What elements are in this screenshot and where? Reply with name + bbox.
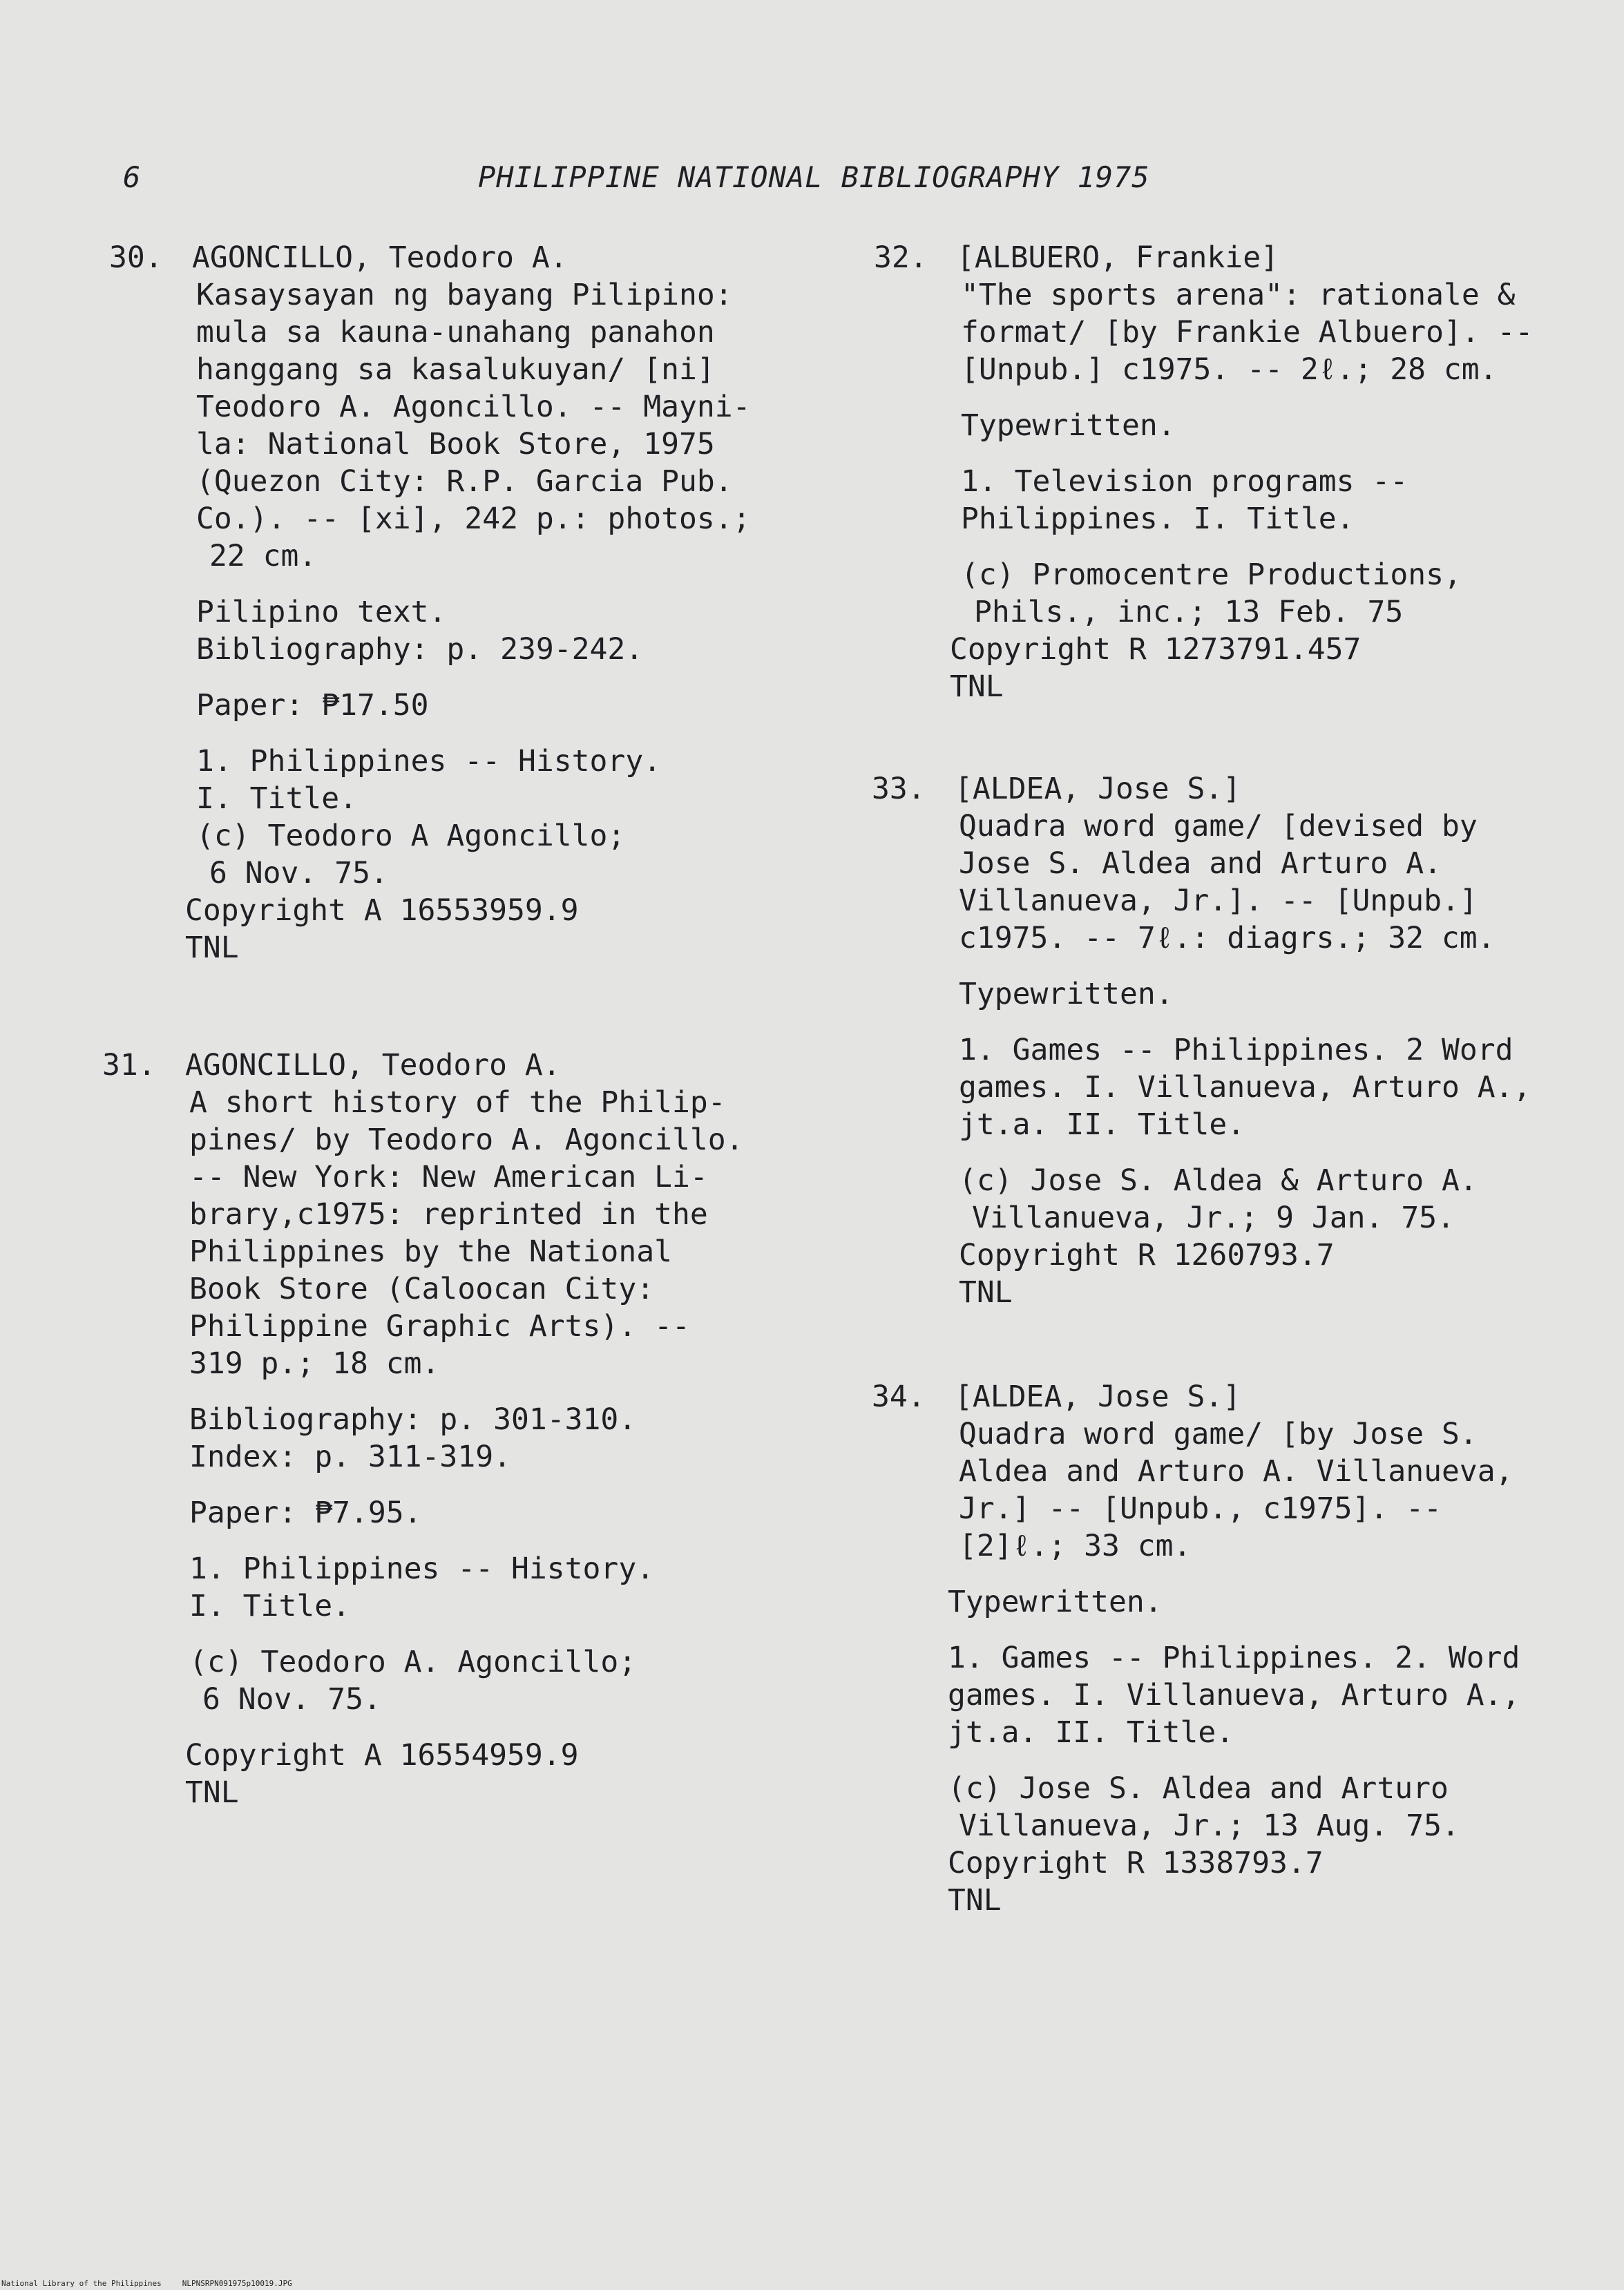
scan-footer <box>1 2279 292 2288</box>
copyright-holder: (c) Jose S. Aldea & Arturo A. <box>959 1163 1478 1198</box>
entry-subject: jt.a. II. Title. <box>948 1715 1234 1750</box>
entry-body-line: 319 p.; 18 cm. <box>189 1346 440 1381</box>
copyright-number: Copyright R 1338 <box>948 1846 1234 1880</box>
page-title: PHILIPPINE NATIONAL BIBLIOGRAPHY 1975 <box>478 160 1150 194</box>
entry-number: 33. <box>872 772 926 806</box>
entry-body-line: Jr.] -- [Unpub., c1975]. -- <box>959 1491 1442 1526</box>
entry-subject: 1. Games -- Philippines. 2 Word <box>959 1033 1513 1067</box>
entry-subject: I. Title. <box>189 1589 350 1623</box>
entry-body-line: mula sa kauna-unahang panahon <box>196 315 715 350</box>
library-code: TNL <box>185 1775 239 1810</box>
copyright-holder: (c) Teodoro A. Agoncillo; <box>189 1645 637 1679</box>
copyright-line <box>109 892 779 929</box>
copyright-number: Copyright A 16554 <box>185 1738 490 1773</box>
entry-body-line: brary,c1975: reprinted in the <box>189 1197 708 1232</box>
entry-subject: Philippines. I. Title. <box>961 502 1355 536</box>
copyright-date: Villanueva, Jr.; 9 Jan. 75. <box>972 1201 1455 1235</box>
entry-30 <box>109 239 779 966</box>
class-number: 793.7 <box>1245 1238 1335 1272</box>
copyright-line <box>102 1737 786 1774</box>
copyright-holder: (c) Promocentre Productions, <box>961 557 1462 592</box>
entry-note: Bibliography: p. 301-310. <box>189 1402 637 1437</box>
entry-number: 30. <box>109 240 163 275</box>
copyright-date: 6 Nov. 75. <box>202 1682 381 1717</box>
footer-source: National Library of the Philippines <box>1 2279 162 2288</box>
entry-note: Typewritten. <box>959 977 1174 1011</box>
copyright-line <box>872 1237 1590 1274</box>
entry-body-line: Aldea and Arturo A. Villanueva, <box>959 1454 1513 1489</box>
copyright-date: Phils., inc.; 13 Feb. 75 <box>974 595 1404 629</box>
entry-body-line: [2]ℓ.; 33 cm. <box>959 1529 1192 1563</box>
entry-34 <box>872 1378 1590 1919</box>
entry-subject: 1. Philippines -- History. <box>196 744 662 779</box>
entry-price: Paper: ₱7.95. <box>189 1496 422 1530</box>
library-code: TNL <box>185 931 239 965</box>
entry-body-line: la: National Book Store, 1975 <box>196 427 715 461</box>
entry-body-line: Jose S. Aldea and Arturo A. <box>959 846 1442 881</box>
library-code: TNL <box>950 669 1004 704</box>
entry-body-line: A short history of the Philip- <box>189 1085 726 1120</box>
entry-body-line: pines/ by Teodoro A. Agoncillo. <box>189 1123 744 1157</box>
class-number: 791.457 <box>1236 632 1362 667</box>
entry-body-line: Co.). -- [xi], 242 p.: photos.; <box>196 502 751 536</box>
entry-subject: 1. Television programs -- <box>961 464 1408 499</box>
class-number: 793.7 <box>1234 1846 1324 1880</box>
entry-subject: games. I. Villanueva, Arturo A., <box>948 1678 1520 1712</box>
entry-body-line: hanggang sa kasalukuyan/ [ni] <box>196 352 715 387</box>
entry-body-line: Villanueva, Jr.]. -- [Unpub.] <box>959 884 1478 918</box>
entry-32 <box>874 239 1565 705</box>
entry-body-line: Quadra word game/ [by Jose S. <box>959 1417 1478 1451</box>
copyright-line <box>874 631 1565 668</box>
entry-number: 31. <box>102 1048 156 1082</box>
copyright-line <box>872 1844 1590 1882</box>
copyright-date: Villanueva, Jr.; 13 Aug. 75. <box>959 1809 1460 1843</box>
entry-body-line: Teodoro A. Agoncillo. -- Mayni- <box>196 390 751 424</box>
entry-body-line: 22 cm. <box>209 539 317 573</box>
entry-body-line: -- New York: New American Li- <box>189 1160 708 1194</box>
entry-note: Typewritten. <box>948 1585 1163 1619</box>
entry-heading: 31. AGONCILLO, Teodoro A. <box>102 1048 561 1082</box>
entry-body-line: (Quezon City: R.P. Garcia Pub. <box>196 464 733 499</box>
library-code: TNL <box>948 1883 1002 1918</box>
entry-subject: games. I. Villanueva, Arturo A., <box>959 1070 1531 1105</box>
entry-number: 34. <box>872 1380 926 1414</box>
entry-31 <box>102 1047 786 1811</box>
class-number: 959.9 <box>489 893 579 928</box>
entry-body-line: c1975. -- 7ℓ.: diagrs.; 32 cm. <box>959 921 1496 955</box>
entry-subject: I. Title. <box>196 781 357 816</box>
entry-heading: 30. AGONCILLO, Teodoro A. <box>109 240 568 275</box>
page-number: 6 <box>123 160 141 194</box>
footer-file: NLPNSRPN091975p10019.JPG <box>182 2279 292 2288</box>
class-number: 959.9 <box>489 1738 579 1773</box>
library-code: TNL <box>959 1275 1013 1310</box>
entry-note: Typewritten. <box>961 408 1176 443</box>
entry-body-line: Philippines by the National <box>189 1234 672 1269</box>
copyright-number: Copyright R 1273 <box>950 632 1236 667</box>
entry-body-line: Book Store (Caloocan City: <box>189 1272 655 1306</box>
entry-price: Paper: ₱17.50 <box>196 688 429 723</box>
entry-body-line: Philippine Graphic Arts). -- <box>189 1309 690 1344</box>
copyright-holder: (c) Teodoro A Agoncillo; <box>196 819 626 853</box>
entry-note: Bibliography: p. 239-242. <box>196 632 644 667</box>
copyright-number: Copyright R 1260 <box>959 1238 1245 1272</box>
entry-note: Pilipino text. <box>196 595 447 629</box>
entry-note: Index: p. 311-319. <box>189 1440 511 1474</box>
entry-body-line: Quadra word game/ [devised by <box>959 809 1478 843</box>
copyright-number: Copyright A 16553 <box>185 893 490 928</box>
entry-heading: 32. [ALBUERO, Frankie] <box>874 240 1279 275</box>
copyright-date: 6 Nov. 75. <box>209 856 388 890</box>
entry-subject: 1. Games -- Philippines. 2. Word <box>948 1641 1520 1675</box>
entry-number: 32. <box>874 240 928 275</box>
entry-subject: jt.a. II. Title. <box>959 1107 1245 1142</box>
entry-heading: 34. [ALDEA, Jose S.] <box>872 1380 1241 1414</box>
copyright-holder: (c) Jose S. Aldea and Arturo <box>948 1771 1449 1806</box>
entry-33 <box>872 770 1590 1311</box>
entry-body-line: [Unpub.] c1975. -- 2ℓ.; 28 cm. <box>961 352 1498 387</box>
entry-subject: 1. Philippines -- History. <box>189 1552 655 1586</box>
entry-body-line: format/ [by Frankie Albuero]. -- <box>961 315 1534 350</box>
entry-body-line: "The sports arena": rationale & <box>961 278 1516 312</box>
entry-body-line: Kasaysayan ng bayang Pilipino: <box>196 278 733 312</box>
entry-heading: 33. [ALDEA, Jose S.] <box>872 772 1241 806</box>
